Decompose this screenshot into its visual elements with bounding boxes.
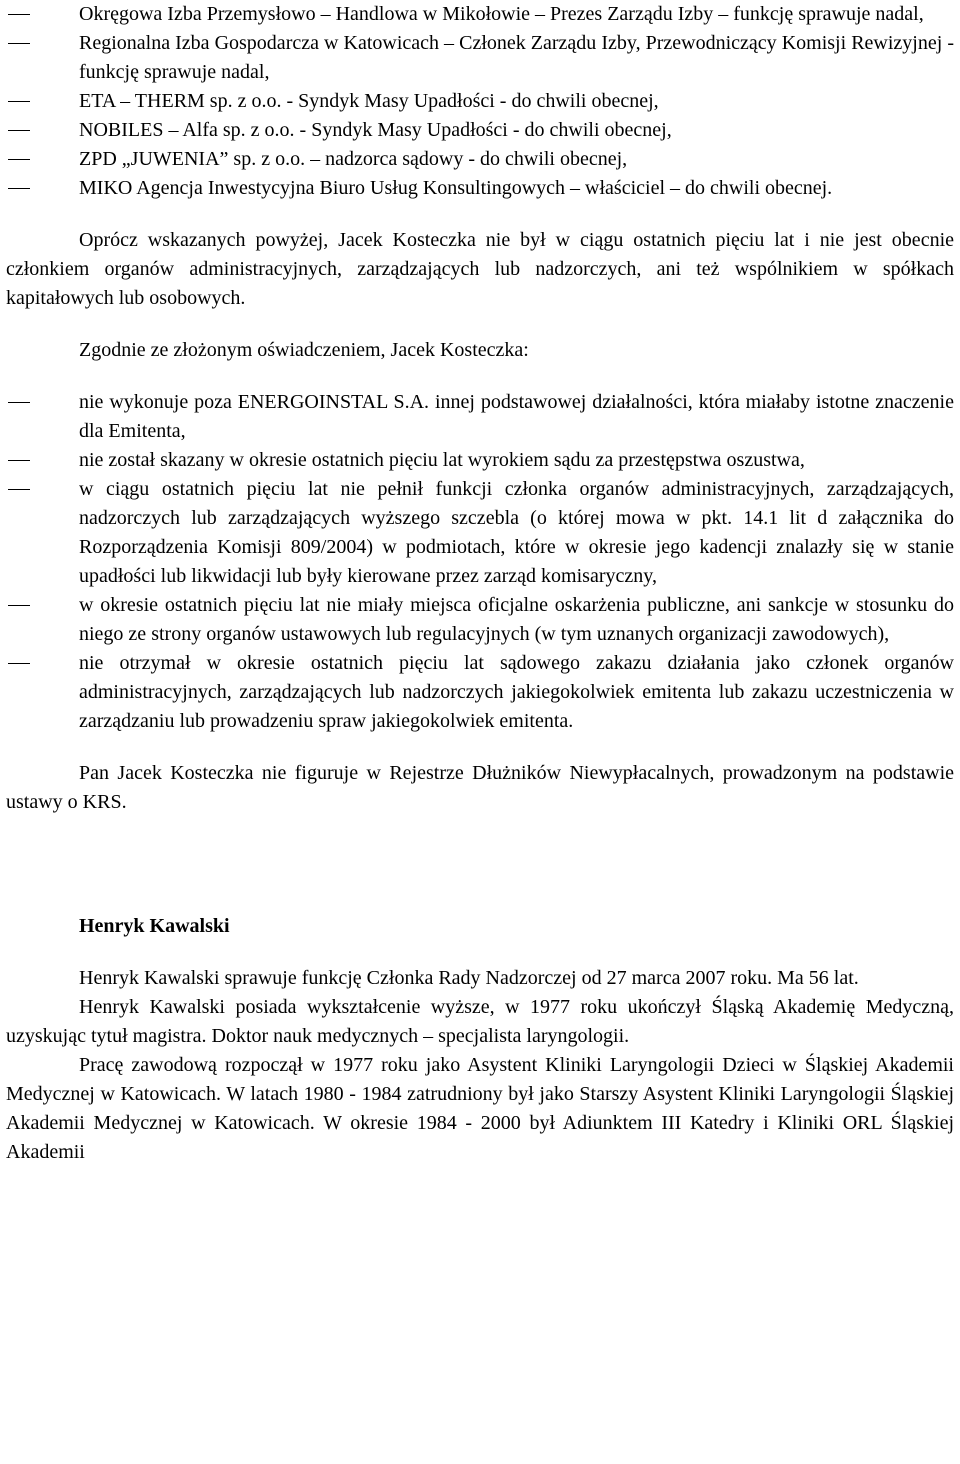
spacer: [6, 736, 954, 759]
dash-bullet: [8, 402, 30, 403]
paragraph-declaration-intro: Zgodnie ze złożonym oświadczeniem, Jacek Kosteczka:: [79, 339, 529, 361]
list-item: Okręgowa Izba Przemysłowo – Handlowa w Mikołowie – Prezes Zarządu Izby – funkcję sprawuje nadal,: [6, 0, 954, 29]
spacer: [6, 941, 954, 964]
dash-bullet: [8, 43, 30, 44]
dash-bullet: [8, 159, 30, 160]
list-item: w ciągu ostatnich pięciu lat nie pełnił funkcji członka organów administracyjnych, zarządzających, nadzorczych lub zarządzających wyższego szczebla (o której mowa w pkt. 14.1 lit d załącznika do Rozporządzenia Komisji 809/2004) w podmiotach, które w okresie jego kadencji znalazły się w stanie upadłości lub likwidacji lub były kierowane przez zarząd komisaryczny,: [6, 475, 954, 591]
list-item: Regionalna Izba Gospodarcza w Katowicach – Członek Zarządu Izby, Przewodniczący Komisji Rewizyjnej - funkcję sprawuje nadal,: [6, 29, 954, 87]
dash-bullet: [8, 460, 30, 461]
dash-bullet: [8, 14, 30, 15]
list-item: NOBILES – Alfa sp. z o.o. - Syndyk Masy Upadłości - do chwili obecnej,: [6, 116, 954, 145]
paragraph-education: Henryk Kawalski posiada wykształcenie wyższe, w 1977 roku ukończył Śląską Akademię Medyczną, uzyskując tytuł magistra. Doktor nauk medycznych – specjalista laryngologii.: [6, 996, 954, 1047]
dash-bullet: [8, 605, 30, 606]
declaration-list: [6, 388, 954, 736]
list-item: nie został skazany w okresie ostatnich pięciu lat wyrokiem sądu za przestępstwa oszustwa,: [6, 446, 954, 475]
spacer: [6, 365, 954, 388]
list-item: nie otrzymał w okresie ostatnich pięciu lat sądowego zakazu działania jako członek organów administracyjnych, zarządzających lub nadzorczych jakiegokolwiek emitenta lub zakazu uczestniczenia w zarządzaniu lub prowadzeniu spraw jakiegokolwiek emitenta.: [6, 649, 954, 736]
list-item: ZPD „JUWENIA” sp. z o.o. – nadzorca sądowy - do chwili obecnej,: [6, 145, 954, 174]
list-item: nie wykonuje poza ENERGOINSTAL S.A. innej podstawowej działalności, która miałaby istotne znaczenie dla Emitenta,: [6, 388, 954, 446]
spacer: [6, 817, 954, 912]
list-item: w okresie ostatnich pięciu lat nie miały miejsca oficjalne oskarżenia publiczne, ani sankcje w stosunku do niego ze strony organów ustawowych lub regulacyjnych (w tym uznanych organizacji zawodowych),: [6, 591, 954, 649]
dash-bullet: [8, 130, 30, 131]
list-item: ETA – THERM sp. z o.o. - Syndyk Masy Upadłości - do chwili obecnej,: [6, 87, 954, 116]
spacer: [6, 313, 954, 336]
dash-bullet: [8, 188, 30, 189]
spacer: [6, 203, 954, 226]
paragraph-krs: Pan Jacek Kosteczka nie figuruje w Rejestrze Dłużników Niewypłacalnych, prowadzonym na podstawie ustawy o KRS.: [6, 762, 954, 813]
section-heading: Henryk Kawalski: [79, 915, 230, 937]
dash-bullet: [8, 101, 30, 102]
paragraph-function: Henryk Kawalski sprawuje funkcję Członka Rady Nadzorczej od 27 marca 2007 roku. Ma 56 lat.: [79, 967, 859, 989]
list-item: MIKO Agencja Inwestycyjna Biuro Usług Konsultingowych – właściciel – do chwili obecnej.: [6, 174, 954, 203]
paragraph-other-positions: Oprócz wskazanych powyżej, Jacek Kosteczka nie był w ciągu ostatnich pięciu lat i nie jest obecnie członkiem organów administracyjnych, zarządzających lub nadzorczych, ani też wspólnikiem w spółkach kapitałowych lub osobowych.: [6, 229, 954, 309]
dash-bullet: [8, 489, 30, 490]
dash-bullet: [8, 663, 30, 664]
positions-list: [6, 0, 954, 203]
paragraph-career: Pracę zawodową rozpoczął w 1977 roku jako Asystent Kliniki Laryngologii Dzieci w Śląskiej Akademii Medycznej w Katowicach. W latach 1980 - 1984 zatrudniony był jako Starszy Asystent Kliniki Laryngologii Śląskiej Akademii Medycznej w Katowicach. W okresie 1984 - 2000 był Adiunktem III Katedry i Kliniki ORL Śląskiej Akademii: [6, 1054, 954, 1163]
